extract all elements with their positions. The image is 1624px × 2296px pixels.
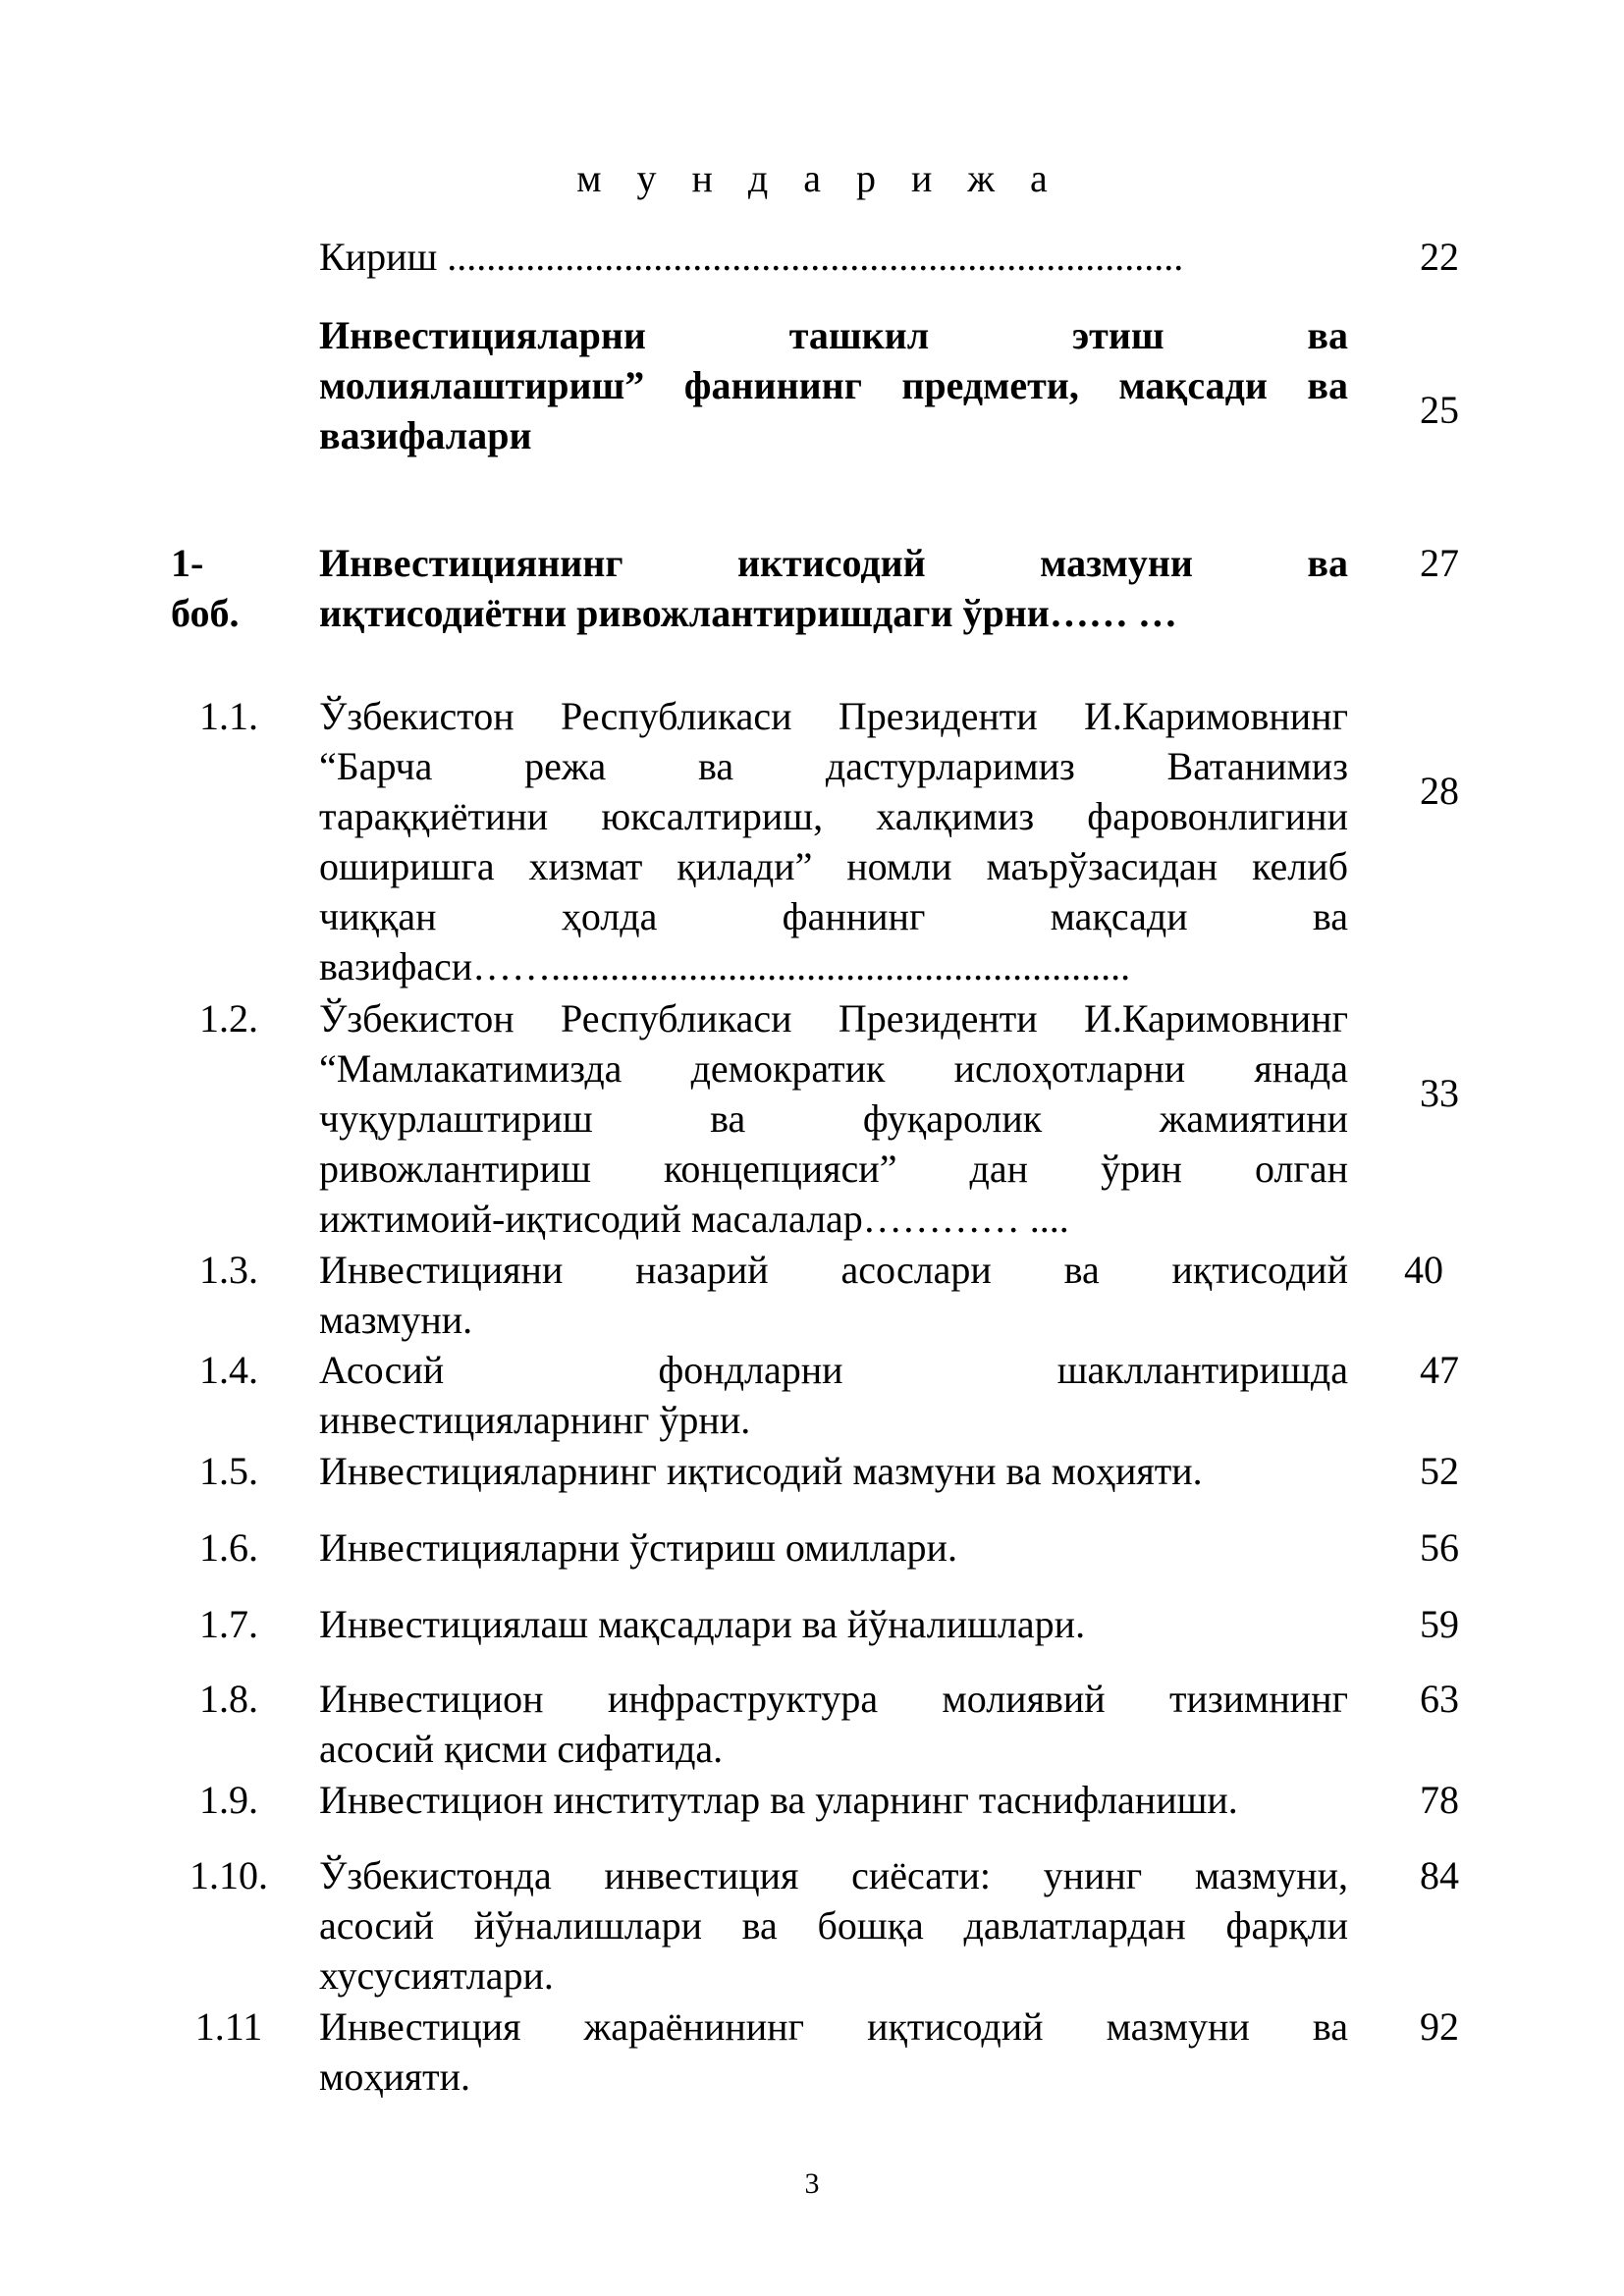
toc-entry-number: 1.10. xyxy=(189,1853,268,1897)
toc-entry-title xyxy=(319,310,1348,460)
toc-entry-page: 28 xyxy=(1420,769,1459,813)
toc-entry-page: 22 xyxy=(1420,235,1459,279)
toc-entry-title xyxy=(319,993,1348,1244)
toc-entry-title xyxy=(319,1345,1348,1445)
toc-entry-number: 1.11 xyxy=(194,2004,263,2049)
toc-title: мундарижа xyxy=(576,156,1083,200)
toc-entry-number: 1.8. xyxy=(199,1677,258,1721)
toc-entry-line: чуқурлаштириш ва фуқаролик жамиятини xyxy=(319,1096,1348,1141)
toc-entry-page: 47 xyxy=(1420,1348,1459,1392)
toc-entry-title xyxy=(319,1850,1348,2001)
toc-entry-number: 1.4. xyxy=(199,1348,258,1392)
toc-entry-line: “Мамлакатимизда демократик ислоҳотларни янада xyxy=(319,1046,1348,1091)
toc-entry-line: вазифаси……........................................................... xyxy=(319,944,1131,988)
toc-entry-page: 25 xyxy=(1420,388,1459,432)
toc-entry-title xyxy=(319,691,1348,991)
toc-entry-line: мазмуни. xyxy=(319,1298,473,1342)
toc-entry-page: 63 xyxy=(1420,1677,1459,1721)
toc-entry-page: 78 xyxy=(1420,1778,1459,1822)
toc-entry-line: Инвестицион инфраструктура молиявий тизимнинг xyxy=(319,1677,1348,1721)
toc-entry-title xyxy=(319,2002,1348,2102)
toc-entry-number: 1.9. xyxy=(199,1778,258,1822)
toc-entry-line: Инвестицияни назарий асослари ва иқтисодий xyxy=(319,1248,1348,1292)
toc-entry-line: Инвестицияларни ташкил этиш ва xyxy=(319,313,1348,357)
toc-entry-page: 92 xyxy=(1420,2004,1459,2049)
toc-entry-line: ривожлантириш концепцияси” дан ўрин олган xyxy=(319,1147,1348,1191)
page-number: 3 xyxy=(804,2167,820,2200)
toc-entry-number: 1.6. xyxy=(199,1525,258,1570)
toc-entry-line: иқтисодиётни ривожлантиришдаги ўрни…… … xyxy=(319,591,1177,635)
toc-entry-line: Инвестициялаш мақсадлари ва йўналишлари. xyxy=(319,1602,1086,1646)
toc-entry-title xyxy=(319,232,1348,282)
toc-entry-page: 56 xyxy=(1420,1525,1459,1570)
toc-entry-line: оширишга хизмат қилади” номли маърўзасидан келиб xyxy=(319,844,1348,888)
toc-entry-line: асосий қисми сифатида. xyxy=(319,1727,724,1771)
toc-entry-line: Кириш ........................................................................... xyxy=(319,235,1184,279)
toc-entry-title xyxy=(319,1522,1348,1573)
toc-entry-line: молиялаштириш” фанининг предмети, мақсади ва xyxy=(319,363,1348,407)
toc-entry-number: 1.7. xyxy=(199,1602,258,1646)
toc-entry-number: 1.5. xyxy=(199,1449,258,1493)
toc-entry-line: асосий йўналишлари ва бошқа давлатлардан фарқли xyxy=(319,1903,1348,1948)
toc-entry-number: 1.2. xyxy=(199,996,258,1041)
toc-entry-number: 1.1. xyxy=(199,694,258,738)
toc-entry-title xyxy=(319,1446,1348,1496)
toc-entry-page: 52 xyxy=(1420,1449,1459,1493)
toc-entry-line: Инвестициянинг иктисодий мазмуни ва xyxy=(319,541,1348,585)
toc-entry-title xyxy=(319,1245,1348,1345)
toc-entry-page: 40 xyxy=(1404,1248,1443,1292)
toc-entry-title xyxy=(319,538,1348,638)
toc-entry-line: хусусиятлари. xyxy=(319,1953,554,1998)
toc-entry-line: Инвестицияларни ўстириш омиллари. xyxy=(319,1525,957,1570)
toc-entry-line: инвестицияларнинг ўрни. xyxy=(319,1398,751,1442)
toc-entry-page: 59 xyxy=(1420,1602,1459,1646)
toc-entry-page: 27 xyxy=(1420,541,1459,585)
toc-entry-line: Асосий фондларни шакллантиришда xyxy=(319,1348,1348,1392)
toc-entry-line: моҳияти. xyxy=(319,2055,471,2099)
toc-entry-number: 1- боб. xyxy=(171,541,240,635)
toc-entry-line: “Барча режа ва дастурларимиз Ватанимиз xyxy=(319,744,1348,788)
toc-entry-line: Инвестицион институтлар ва уларнинг таснифланиши. xyxy=(319,1778,1238,1822)
toc-entry-number: 1.3. xyxy=(199,1248,258,1292)
toc-entry-title xyxy=(319,1599,1348,1649)
toc-entry-title xyxy=(319,1775,1348,1825)
toc-entry-line: Ўзбекистон Республикаси Президенти И.Каримовнинг xyxy=(319,996,1348,1041)
toc-entry-title xyxy=(319,1674,1348,1774)
toc-entry-line: ижтимоий-иқтисодий масалалар………… .... xyxy=(319,1197,1069,1241)
toc-entry-page: 84 xyxy=(1420,1853,1459,1897)
toc-entry-line: Инвестицияларнинг иқтисодий мазмуни ва моҳияти. xyxy=(319,1449,1203,1493)
toc-entry-line: тараққиётини юксалтириш, халқимиз фаровонлигини xyxy=(319,794,1348,838)
toc-entry-line: Инвестиция жараёнининг иқтисодий мазмуни ва xyxy=(319,2004,1348,2049)
toc-entry-line: Ўзбекистон Республикаси Президенти И.Каримовнинг xyxy=(319,694,1348,738)
toc-entry-line: вазифалари xyxy=(319,413,532,457)
toc-entry-line: чиққан ҳолда фаннинг мақсади ва xyxy=(319,894,1348,938)
toc-entry-line: Ўзбекистонда инвестиция сиёсати: унинг мазмуни, xyxy=(319,1853,1348,1897)
toc-entry-page: 33 xyxy=(1420,1071,1459,1115)
